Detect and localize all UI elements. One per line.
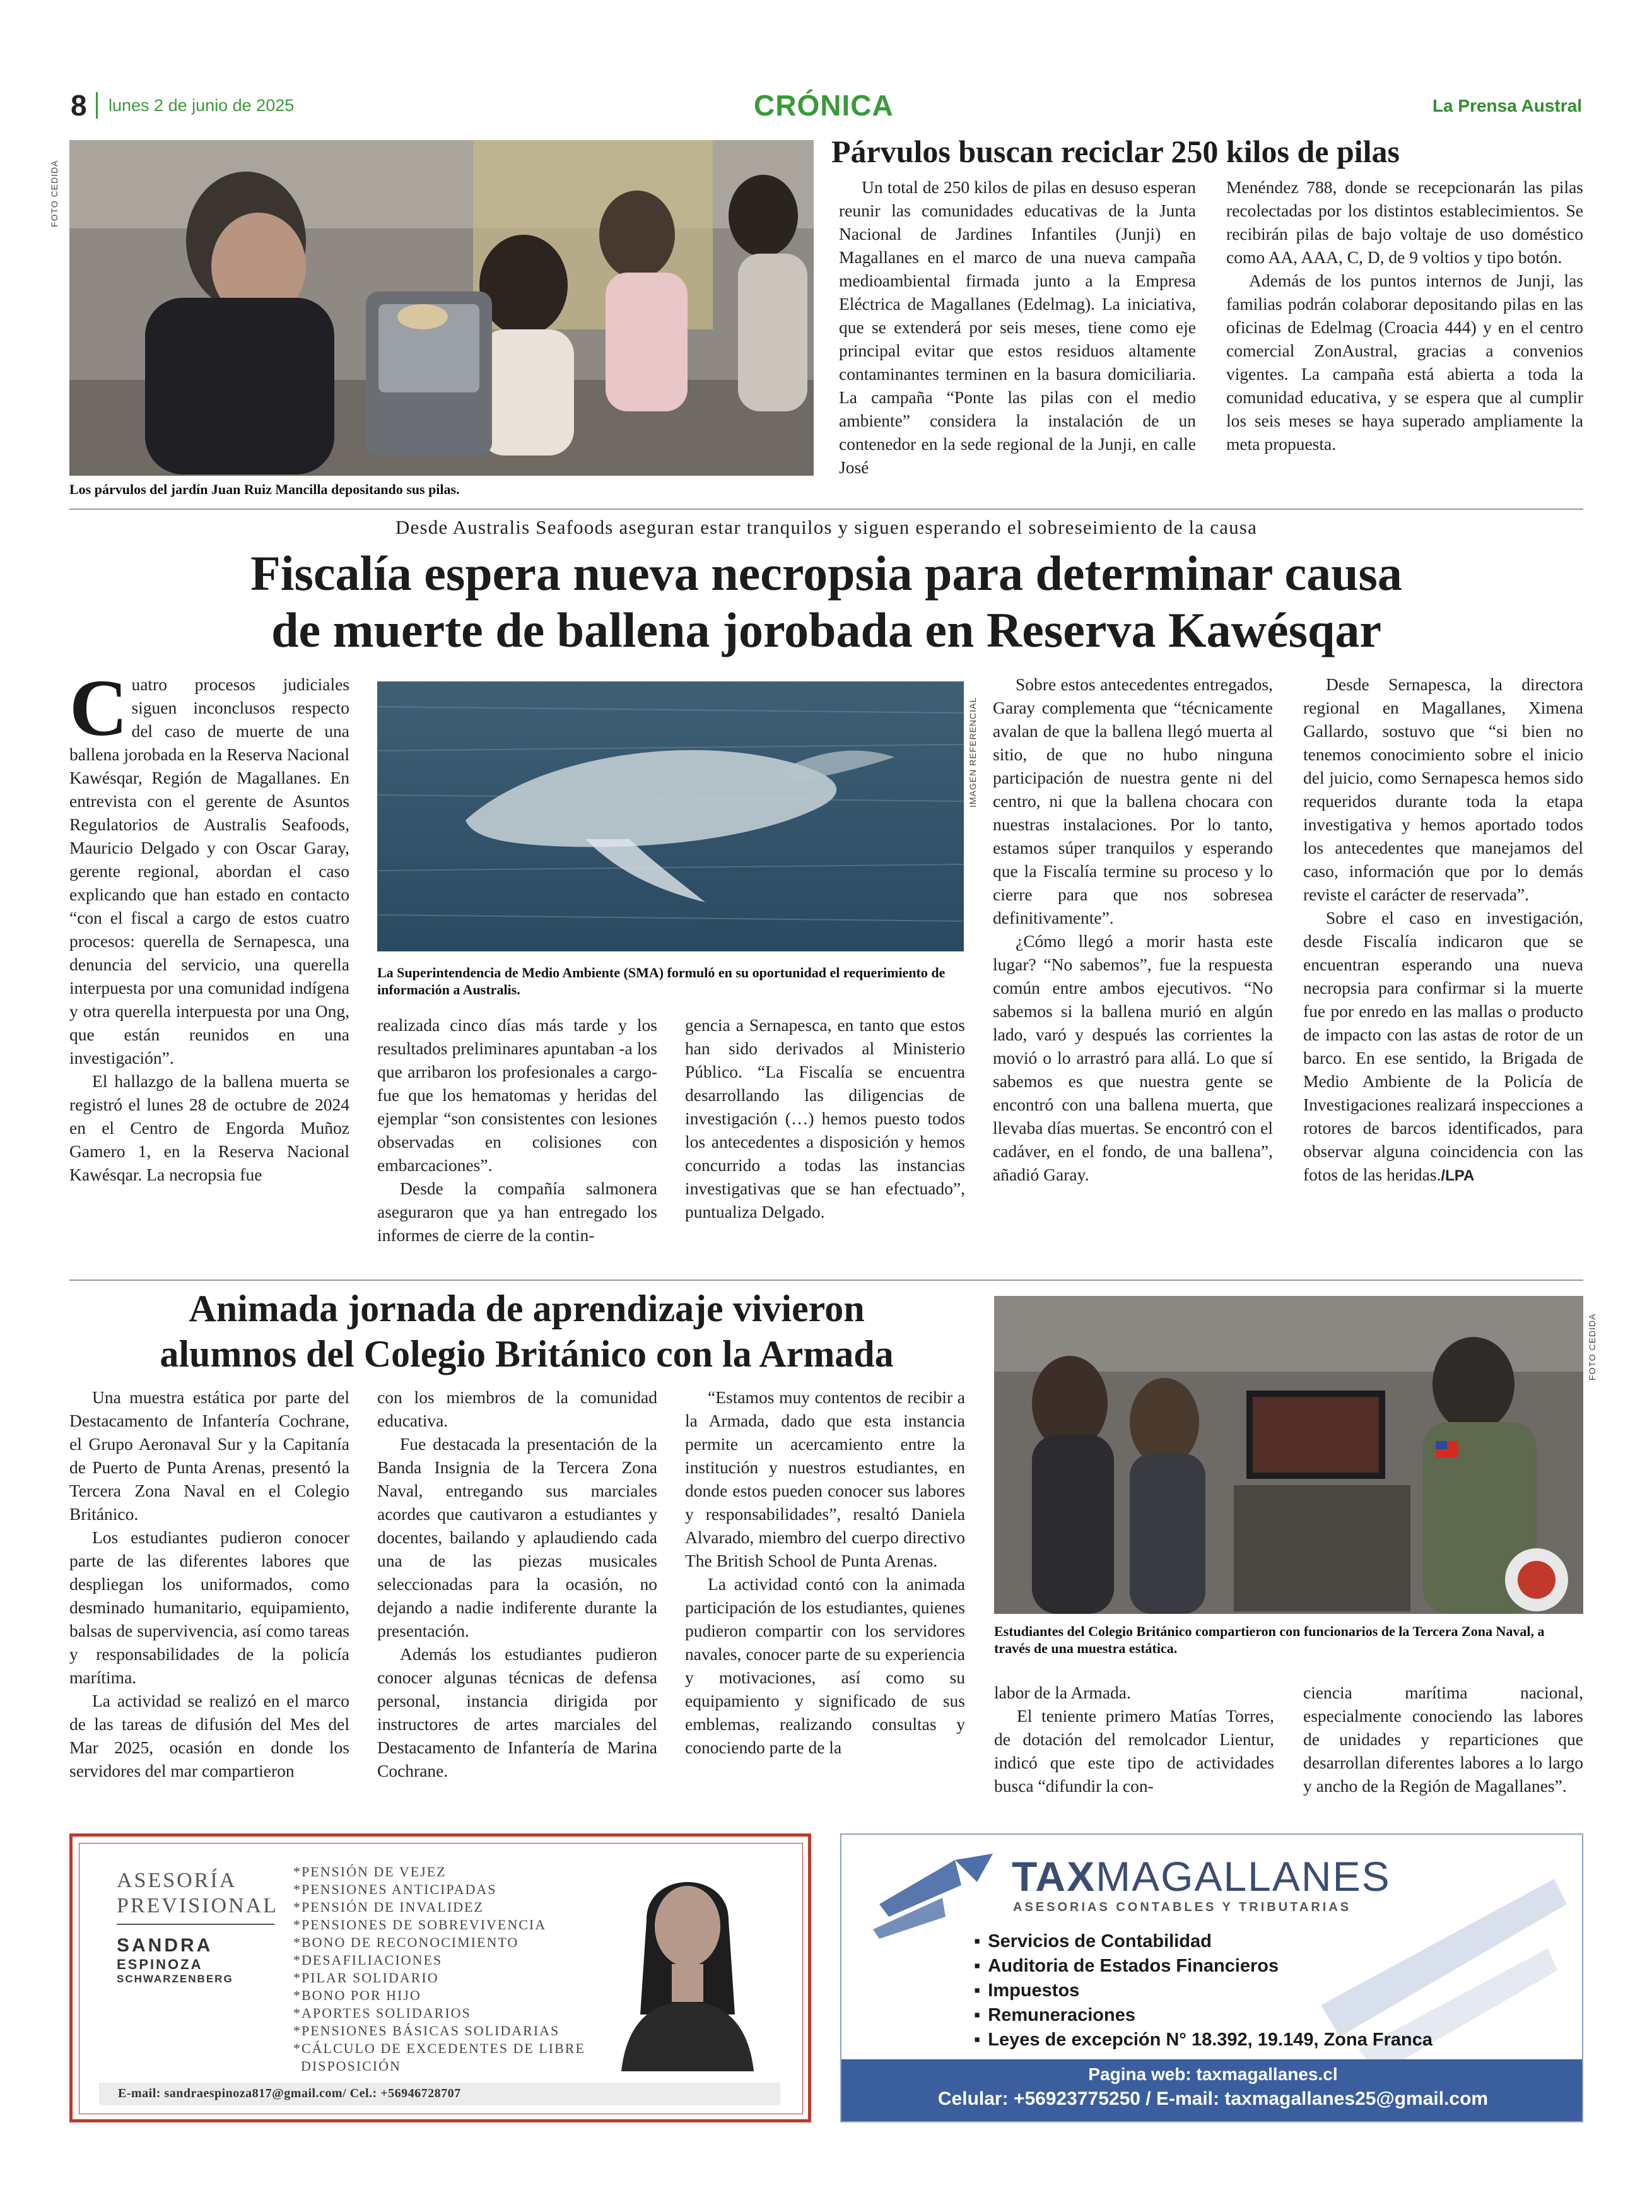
tax-tagline: ASESORIAS CONTABLES Y TRIBUTARIAS — [1013, 1900, 1352, 1914]
lead-text: uatro procesos judiciales siguen inconclusos respecto del caso de muerte de una ballena jorobada en la Reserva Nacional Kawésqar, Región de Magallanes. En entrevista con el gerente de Asuntos Regulatorios de Australis Seafoods, Mauricio Delgado y con Oscar Garay, gerente regional, abordan el caso explicando que han estado en contacto “con el fiscal a cargo de estos cuatro procesos: querella de Sernapesca, una denuncia del servicio, una querella interpuesta por una comunidad indígena y otra querella interpuesta por una Ong, que están reunidos en una investigación”. — [69, 674, 349, 1068]
photo-credit: FOTO CEDIDA — [49, 160, 59, 227]
paragraph-text: Sobre el caso en investigación, desde Fiscalía indicaron que se encuentran esperando una nueva necropsia para confirmar si la muerte fue por enredo en las mallas o producto de impacto con las astas de rotor de un barco. En ese sentido, la Brigada de Medio Ambiente de la Policía de Investigaciones realizará inspecciones a rotores de barcos identificados, para observar alguna coincidencia con las fotos de las heridas. — [1303, 908, 1583, 1184]
service-item: *PILAR SOLIDARIO — [293, 1970, 439, 1986]
story2-column-3 — [685, 1013, 965, 1223]
story2-caption: La Superintendencia de Medio Ambiente (SMA) formuló en su oportunidad el requerimiento de información a Australis. — [377, 965, 946, 997]
service-item: ▪ Auditoria de Estados Financieros — [974, 1954, 1432, 1979]
story2-column-4 — [993, 673, 1273, 1186]
advisor-second-last-name: SCHWARZENBERG — [117, 1973, 233, 1985]
service-item: *APORTES SOLIDARIOS — [293, 2005, 471, 2021]
navy-photo-credit: FOTO CEDIDA — [1587, 1313, 1597, 1380]
tax-contact: Celular: +56923775250 / E-mail: taxmagallanes25@gmail.com — [937, 2088, 1489, 2109]
whale-illustration — [377, 681, 964, 951]
page-number: 8 — [71, 89, 87, 122]
story1-column-2 — [1226, 175, 1583, 456]
story1-caption: Los párvulos del jardín Juan Ruiz Mancilla depositando sus pilas. — [69, 481, 460, 497]
page-number-divider — [96, 92, 98, 119]
story2-kicker: Desde Australis Seafoods aseguran estar tranquilos y siguen esperando el sobreseimiento de la causa — [395, 516, 1258, 538]
story3-column-4 — [994, 1681, 1274, 1797]
tax-footer — [841, 2059, 1583, 2122]
page-header — [69, 88, 1583, 126]
story3-column-3 — [685, 1385, 965, 1759]
paragraph: Además de los puntos internos de Junji, las familias podrán colaborar depositando pilas en las oficinas de Edelmag (Croacia 444) y en el centro comercial ZonAustral, gracias a convenios vigentes. La campaña está abierta a toda la comunidad educativa, y se espera que al cumplir los seis meses se haya superado ampliamente la meta propuesta. — [1226, 271, 1583, 454]
ad-contact-bar — [99, 2083, 780, 2105]
drop-cap: C — [69, 663, 128, 753]
story2-column-1 — [69, 663, 349, 1186]
advisor-name — [117, 1935, 274, 1986]
paragraph — [1303, 906, 1583, 1187]
paragraph: Un total de 250 kilos de pilas en desuso esperan reunir las comunidades educativas de la Junta Nacional de Jardines Infantiles (Junji) en Magallanes en el marco de una nueva campaña medioambiental firmada junto a la Empresa Eléctrica de Magallanes (Edelmag). La iniciativa, que se extenderá por seis meses, tiene como eje principal evitar que estos residuos altamente contaminantes terminen en la basura domiciliaria. La campaña “Ponte las pilas con el medio ambiente” considera la instalación de un contenedor en la sede regional de la Junji, en calle José — [839, 177, 1196, 477]
navy-exhibit-photo — [994, 1296, 1583, 1614]
paragraph: gencia a Sernapesca, en tanto que estos han sido derivados al Ministerio Público. “La Fiscalía se encuentra desarrollando las diligencias de investigación (…) hemos puesto todos los antecedentes a disposición y hemos concurrido a todas las instancias investigativas que se han efectuado”, puntualiza Delgado. — [685, 1015, 965, 1221]
author-signature: /LPA — [1441, 1167, 1475, 1184]
service-item: DISPOSICIÓN — [301, 2058, 401, 2074]
kids-recycling-photo — [69, 140, 814, 476]
ad-contact: E-mail: sandraespinoza817@gmail.com/ Cel.: +56946728707 — [118, 2086, 461, 2100]
paragraph: “Estamos muy contentos de recibir a la Armada, dado que esta instancia permite un acercamiento entre la institución y nuestros estudiantes, en donde estos pueden conocer sus labores y responsabilidades”, resaltó Daniela Alvarado, miembro del cuerpo directivo The British School de Punta Arenas. — [685, 1387, 965, 1570]
newspaper-brand: La Prensa Austral — [1432, 96, 1582, 115]
paragraph: ¿Cómo llegó a morir hasta este lugar? “No sabemos”, fue la respuesta común entre ambos ejecutivos. “No sabemos si la ballena murió en algún lado, varó y después las corrientes la movió o lo arrastró para allá. Lo que sí sabemos es que nuestra gente se encontró con una ballena muerta, que llevaba días muertas. Se encontró con el cadáver, en el fondo, de una ballena”, añadió Garay. — [993, 931, 1273, 1184]
story2-column-2 — [377, 1013, 657, 1247]
kids-recycling-illustration — [69, 140, 814, 476]
story1-headline: Párvulos buscan reciclar 250 kilos de pilas — [831, 134, 1400, 169]
advisor-last-name: ESPINOZA — [117, 1956, 203, 1972]
tax-services-list — [974, 1929, 1432, 2052]
service-item: *PENSIÓN DE INVALIDEZ — [293, 1899, 484, 1915]
service-item: *BONO DE RECONOCIMIENTO — [293, 1934, 519, 1950]
section-name: CRÓNICA — [754, 89, 894, 122]
ad-title-line: ASESORÍA — [117, 1869, 237, 1892]
lead-paragraph — [69, 663, 349, 1069]
story3-headline — [69, 1286, 984, 1377]
ad-title — [117, 1868, 278, 1919]
tax-brand-part2: MAGALLANES — [1096, 1853, 1391, 1900]
divider — [69, 509, 1583, 510]
paragraph: Fue destacada la presentación de la Banda Insignia de la Tercera Zona Naval, entregando sus marciales acordes que cautivaron a estudiantes y docentes, bailando y aplaudiendo cada una de las piezas musicales seleccionadas para la ocasión, no dejando a nadie indiferente durante la presentación. — [377, 1434, 657, 1640]
paragraph: labor de la Armada. — [994, 1683, 1131, 1702]
service-item: *PENSIONES DE SOBREVIVENCIA — [293, 1917, 547, 1933]
paragraph: ciencia marítima nacional, especialmente conociendo las labores de unidades y reparticiones que desarrollan diferentes labores a lo largo y ancho de la Región de Magallanes”. — [1303, 1683, 1583, 1796]
ad-asesoria-previsional — [69, 1833, 811, 2122]
ad-tax-magallanes — [840, 1833, 1583, 2122]
service-item: ▪ Impuestos — [974, 1979, 1432, 2003]
service-item: *PENSIONES ANTICIPADAS — [293, 1881, 497, 1897]
whale-photo — [377, 681, 964, 951]
ad-services-list — [293, 1863, 647, 2075]
advisor-portrait — [609, 1850, 766, 2071]
service-item: *DESAFILIACIONES — [293, 1952, 443, 1968]
advisor-first-name: SANDRA — [117, 1935, 213, 1956]
story2-headline — [69, 545, 1583, 659]
story3-column-5 — [1303, 1681, 1583, 1797]
service-item: ▪ Remuneraciones — [974, 2003, 1432, 2028]
story3-caption: Estudiantes del Colegio Británico compartieron con funcionarios de la Tercera Zona Naval, a través de una muestra estática. — [994, 1623, 1545, 1656]
navy-exhibit-illustration — [994, 1296, 1583, 1614]
story1-column-1 — [839, 175, 1196, 479]
tax-brand — [1012, 1854, 1391, 1899]
whale-photo-credit: IMAGEN REFERENCIAL — [968, 697, 978, 808]
ad-title-underline — [117, 1924, 274, 1925]
story3-column-1 — [69, 1385, 349, 1782]
service-item: ▪ Leyes de excepción N° 18.392, 19.149, Zona Franca — [974, 2028, 1432, 2052]
tax-brand-part1: TAX — [1012, 1853, 1096, 1900]
headline-line: Fiscalía espera nueva necropsia para determinar causa — [250, 546, 1402, 601]
tax-website: Pagina web: taxmagallanes.cl — [1088, 2064, 1338, 2084]
paragraph: Desde la compañía salmonera aseguraron que ya han entregado los informes de cierre de la contin- — [377, 1179, 657, 1245]
service-item: *BONO POR HIJO — [293, 1987, 421, 2003]
ad-title-line: PREVISIONAL — [117, 1894, 278, 1917]
story2-column-5 — [1303, 673, 1583, 1187]
paragraph: Los estudiantes pudieron conocer parte de las diferentes labores que despliegan los uniformados, como desminado humanitario, equipamiento, balsas de supervivencia, así como tareas y responsabilidades de la policía marítima. — [69, 1527, 349, 1687]
service-item: *PENSIONES BÁSICAS SOLIDARIAS — [293, 2023, 560, 2038]
paragraph: La actividad contó con la animada participación de los estudiantes, quienes pudieron compartir con los servidores navales, conocer parte de su experiencia y motivaciones, así como su equipamiento y significado de sus emblemas, realizando consultas y conociendo parte de la — [685, 1574, 965, 1757]
headline-line: Animada jornada de aprendizaje vivieron — [189, 1288, 865, 1329]
paragraph: Sobre estos antecedentes entregados, Garay complementa que “técnicamente avalan de que la ballena llegó muerta al sitio, de que no hubo ninguna participación de nuestra gente ni del centro, ni que la ballena chocara con nuestras instalaciones. Por lo tanto, estamos súper tranquilos y esperando que la Fiscalía termine su proceso y lo cierre para que nos sobresea definitivamente”. — [993, 674, 1273, 927]
divider — [69, 1280, 1583, 1281]
issue-date: lunes 2 de junio de 2025 — [108, 96, 295, 115]
paragraph: Desde Sernapesca, la directora regional en Magallanes, Ximena Gallardo, sostuvo que “si bien no tenemos conocimiento sobre el inicio del juicio, como Sernapesca hemos sido requeridos durante toda la etapa investigativa y hemos aportado todos los antecedentes que manejamos del caso, información que por lo demás reviste el carácter de reservada”. — [1303, 674, 1583, 904]
service-item: ▪ Servicios de Contabilidad — [974, 1929, 1432, 1954]
paragraph: Una muestra estática por parte del Destacamento de Infantería Cochrane, el Grupo Aeronaval Sur y la Capitanía de Puerto de Punta Arenas, presentó la Tercera Zona Naval en el Colegio Británico. — [69, 1387, 349, 1524]
story3-column-2 — [377, 1385, 657, 1782]
service-item: *PENSIÓN DE VEJEZ — [293, 1864, 447, 1880]
paragraph: Menéndez 788, donde se recepcionarán las pilas recolectadas por los distintos establecimientos. Se recibirán pilas de bajo voltaje de uso doméstico como AA, AAA, C, D, de 9 voltios y tipo botón. — [1226, 177, 1583, 267]
paragraph: El hallazgo de la ballena muerta se registró el lunes 28 de octubre de 2024 en el Centro de Engorda Muñoz Gamero 1, en la Reserva Nacional Kawésqar. La necropsia fue — [69, 1071, 349, 1184]
headline-line: de muerte de ballena jorobada en Reserva Kawésqar — [271, 603, 1381, 657]
advisor-portrait-illustration — [609, 1850, 766, 2071]
service-item: *CÁLCULO DE EXCEDENTES DE LIBRE — [293, 2040, 585, 2056]
paragraph: realizada cinco días más tarde y los resultados preliminares apuntaban -a los que arribaron los profesionales a cargo- fue que los hematomas y heridas del ejemplar “son consistentes con lesiones observadas en colisiones con embarcaciones”. — [377, 1015, 657, 1175]
paragraph: La actividad se realizó en el marco de las tareas de difusión del Mes del Mar 2025, ocasión en donde los servidores del mar compartieron — [69, 1691, 349, 1780]
paragraph: con los miembros de la comunidad educativa. — [377, 1387, 657, 1430]
paragraph: El teniente primero Matías Torres, de dotación del remolcador Lientur, indicó que este tipo de actividades busca “difundir la con- — [994, 1706, 1274, 1796]
paragraph: Además los estudiantes pudieron conocer algunas técnicas de defensa personal, instancia dirigida por instructores de artes marciales del Destacamento de Infantería de Marina Cochrane. — [377, 1644, 657, 1780]
headline-line: alumnos del Colegio Británico con la Armada — [160, 1333, 894, 1375]
